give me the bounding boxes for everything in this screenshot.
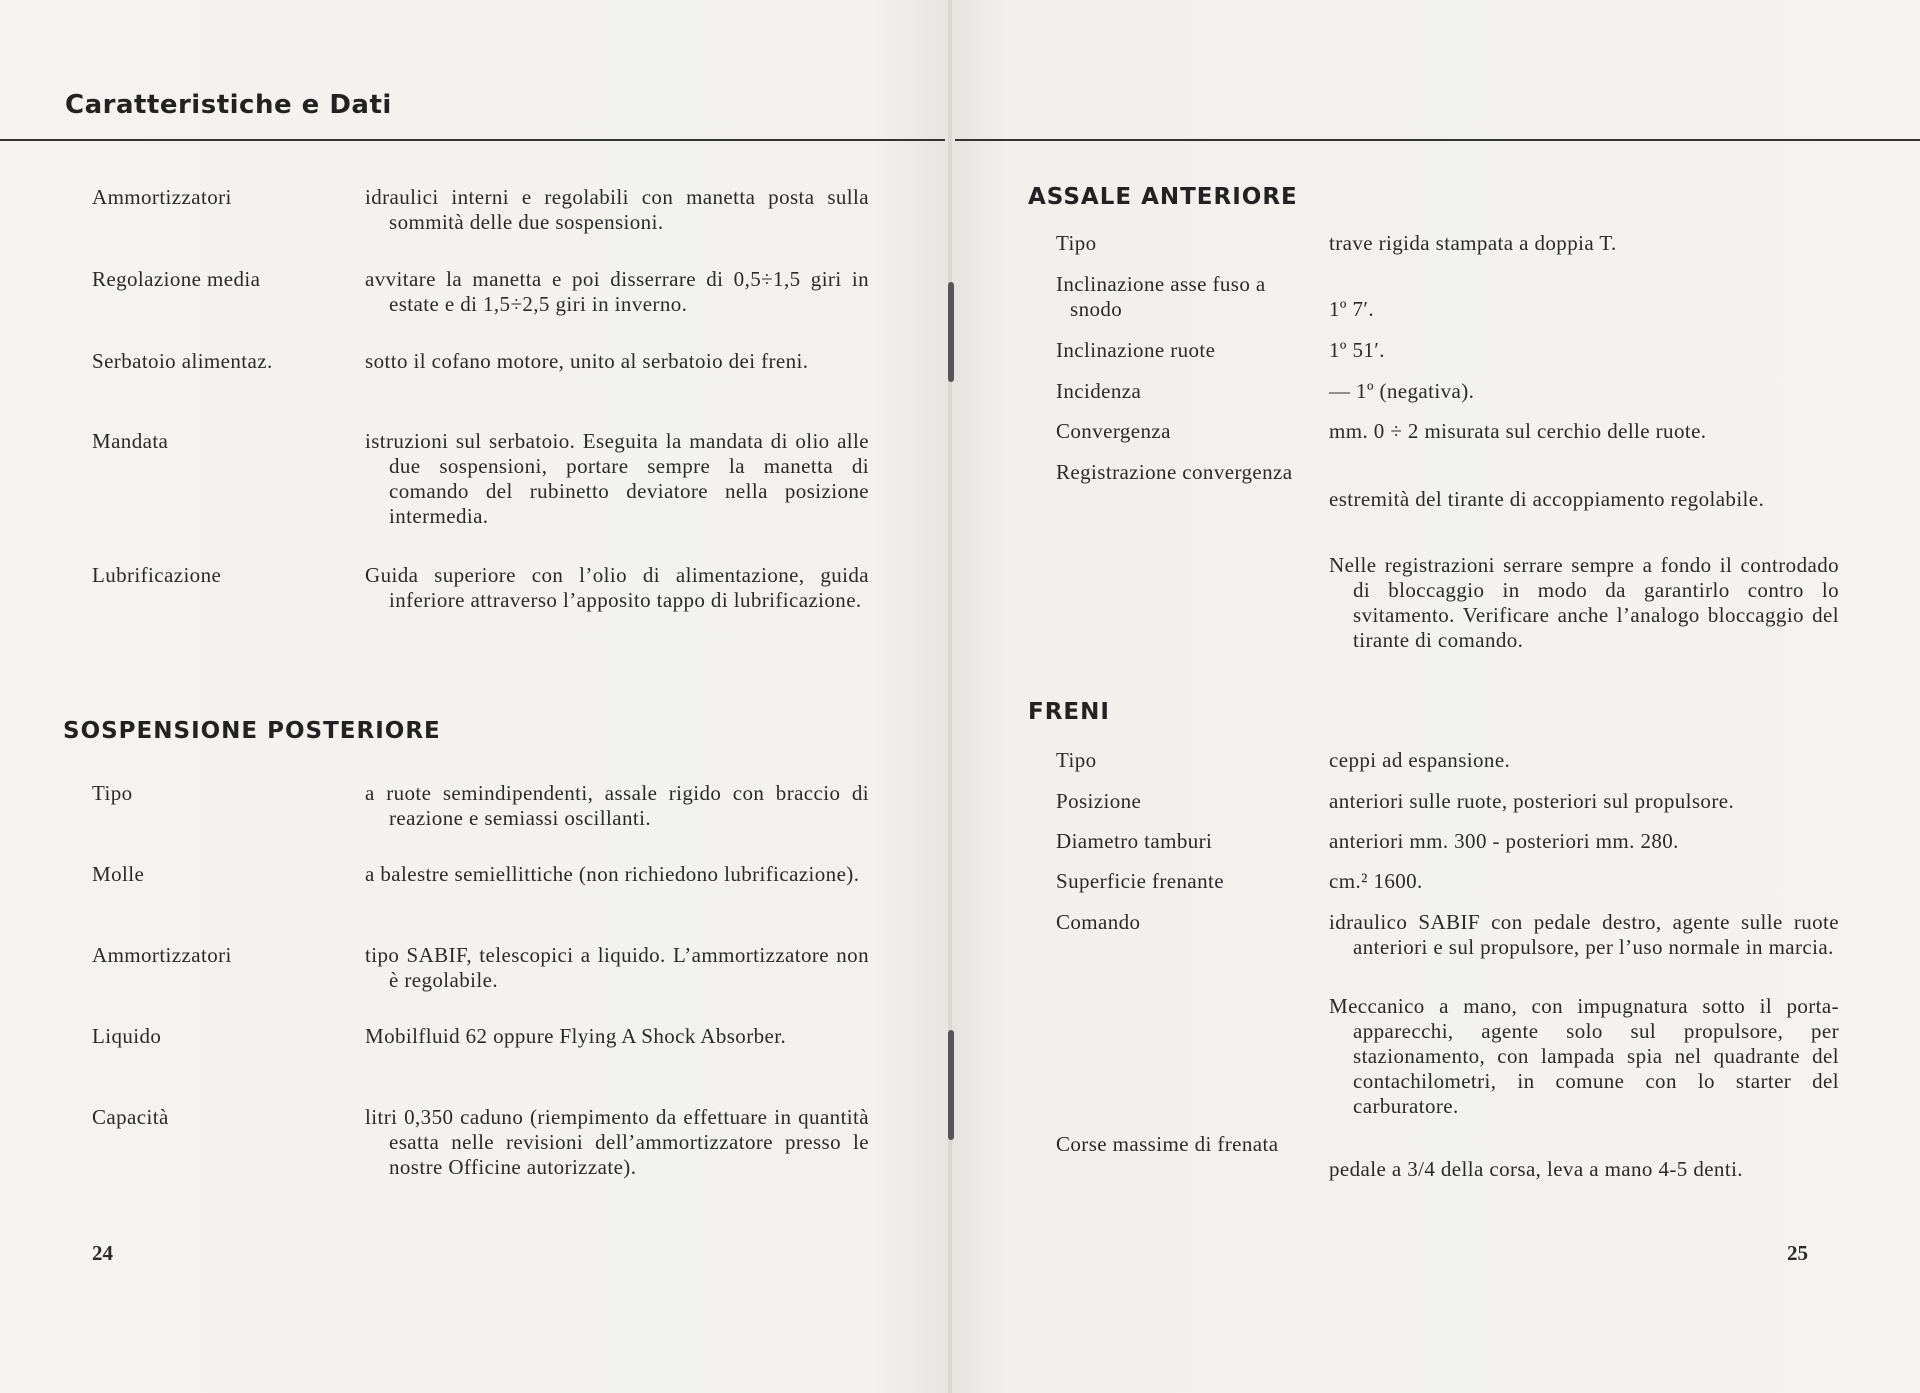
spec-value: litri 0,350 caduno (riempimento da effettuare in quantità esatta nelle revisioni dell’ammortizzatore presso le nostre Officine autorizzate). <box>365 1105 869 1179</box>
spec-label: Tipo <box>1056 231 1097 255</box>
running-head: Caratteristiche e Dati <box>65 90 392 120</box>
spec-label: Diametro tamburi <box>1056 829 1213 853</box>
spec-value: tipo SABIF, telescopici a liquido. L’ammortizzatore non è regolabile. <box>365 943 869 992</box>
spec-value: Guida superiore con l’olio di alimentazione, guida inferiore attraverso l’apposito tappo di lubrificazione. <box>365 563 869 612</box>
spec-value: estremità del tirante di accoppiamento regolabile. <box>1329 487 1765 511</box>
spec-value: avvitare la manetta e poi disserrare di 0,5÷1,5 giri in estate e di 1,5÷2,5 giri in inverno. <box>365 267 869 316</box>
spec-value: trave rigida stampata a doppia T. <box>1329 231 1617 255</box>
header-rule-right <box>955 139 1920 141</box>
spec-value: a balestre semiellittiche (non richiedono lubrificazione). <box>365 862 860 886</box>
page-gutter <box>948 0 952 1393</box>
spec-label: Lubrificazione <box>92 563 222 587</box>
spec-value: 1º 7′. <box>1329 297 1375 321</box>
spec-label: Capacità <box>92 1105 169 1129</box>
spec-value: 1º 51′. <box>1329 338 1385 362</box>
spec-note: Meccanico a mano, con impugnatura sotto il porta-apparecchi, agente solo sul propulsore, per stazionamento, con lampada spia nel quadrante del contachilometri, in comune con lo starter del carburatore. <box>1329 994 1839 1118</box>
spec-label: Posizione <box>1056 789 1142 813</box>
spec-label: Registrazione convergenza <box>1056 460 1293 484</box>
spec-value: ceppi ad espansione. <box>1329 748 1511 772</box>
section-title-freni: FRENI <box>1028 699 1110 725</box>
spec-value: — 1º (negativa). <box>1329 379 1475 403</box>
spec-label: Mandata <box>92 429 169 453</box>
spec-value: idraulico SABIF con pedale destro, agente sulle ruote anteriori e sul propulsore, per l’uso normale in marcia. <box>1329 910 1839 959</box>
spec-value: a ruote semindipendenti, assale rigido con braccio di reazione e semiassi oscillanti. <box>365 781 869 830</box>
spec-value: idraulici interni e regolabili con manetta posta sulla sommità delle due sospensioni. <box>365 185 869 234</box>
spec-value: mm. 0 ÷ 2 misurata sul cerchio delle ruote. <box>1329 419 1707 443</box>
page-number-right: 25 <box>1787 1241 1808 1265</box>
spec-label: Molle <box>92 862 145 886</box>
spec-label: Ammortizzatori <box>92 185 232 209</box>
spec-value: Mobilfluid 62 oppure Flying A Shock Absorber. <box>365 1024 787 1048</box>
spec-value: cm.² 1600. <box>1329 869 1423 893</box>
spec-value: pedale a 3/4 della corsa, leva a mano 4-5 denti. <box>1329 1157 1743 1181</box>
page-number-left: 24 <box>92 1241 113 1265</box>
spec-label: Convergenza <box>1056 419 1171 443</box>
spec-value: anteriori sulle ruote, posteriori sul propulsore. <box>1329 789 1735 813</box>
section-title-assale-anteriore: ASSALE ANTERIORE <box>1028 184 1298 210</box>
spec-label: Incidenza <box>1056 379 1142 403</box>
spec-label: Ammortizzatori <box>92 943 232 967</box>
section-title-sospensione-posteriore: SOSPENSIONE POSTERIORE <box>63 718 441 744</box>
spec-label: Inclinazione asse fuso a snodo <box>1056 272 1266 321</box>
spec-label: Inclinazione ruote <box>1056 338 1216 362</box>
spec-label: Liquido <box>92 1024 162 1048</box>
spec-label: Comando <box>1056 910 1141 934</box>
spec-value: anteriori mm. 300 - posteriori mm. 280. <box>1329 829 1679 853</box>
header-rule-left <box>0 139 945 141</box>
spec-value: istruzioni sul serbatoio. Eseguita la mandata di olio alle due sospensioni, portare sempre la manetta di comando del rubinetto deviatore nella posizione intermedia. <box>365 429 869 528</box>
spec-label: Regolazione media <box>92 267 261 291</box>
staple-bottom <box>948 1030 954 1140</box>
spec-note: Nelle registrazioni serrare sempre a fondo il controdado di bloccaggio in modo da garantirlo contro lo svitamento. Verificare anche l’analogo bloccaggio del tirante di comando. <box>1329 553 1839 652</box>
spec-label: Serbatoio alimentaz. <box>92 349 273 373</box>
spec-label: Corse massime di frenata <box>1056 1132 1279 1156</box>
spec-label: Tipo <box>1056 748 1097 772</box>
spec-value: sotto il cofano motore, unito al serbatoio dei freni. <box>365 349 809 373</box>
staple-top <box>948 282 954 382</box>
spec-label: Superficie frenante <box>1056 869 1224 893</box>
spec-label: Tipo <box>92 781 133 805</box>
